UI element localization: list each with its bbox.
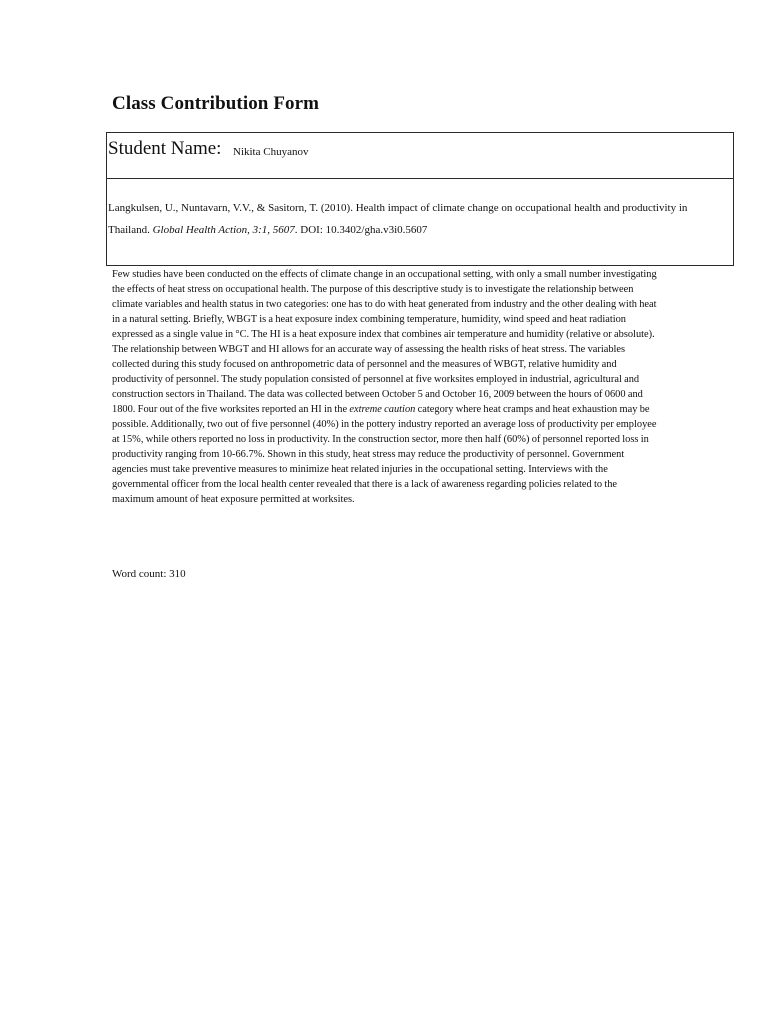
student-name-label: Student Name: xyxy=(108,138,222,159)
summary-text-part2: category where heat cramps and heat exhaustion may be possible. Additionally, two out of five personnel (40%) in the pottery industry reported an average loss of productivity per employee at 15%, while others reported no loss in productivity. In the construction sector, more then half (60%) of personnel reported loss in productivity ranging from 10-66.7%. Shown in this study, heat stress may reduce the productivity of personnel. Government agencies must take preventive measures to minimize heat related injuries in the occupational setting. Interviews with the governmental officer from the local health center revealed that there is a lack of awareness regarding policies related to the maximum amount of heat exposure permitted at worksites. xyxy=(112,404,657,505)
student-name-row xyxy=(107,133,733,179)
article-summary xyxy=(112,267,660,507)
citation-authors-title: Langkulsen, U., Nuntavarn, V.V., & Sasitorn, T. (2010). Health impact of climate change on occupational health and productivity in Thailand. xyxy=(108,202,688,236)
citation-journal: Global Health Action, 3:1, 5607 xyxy=(152,224,295,236)
summary-emphasis: extreme caution xyxy=(349,404,416,415)
page-title: Class Contribution Form xyxy=(112,93,320,114)
contribution-form-table xyxy=(106,132,734,266)
student-name-value: Nikita Chuyanov xyxy=(233,146,309,158)
citation-doi: . DOI: 10.3402/gha.v3i0.5607 xyxy=(294,224,428,236)
article-citation xyxy=(108,197,730,241)
summary-text-part1: Few studies have been conducted on the effects of climate change in an occupational setting, with only a small number investigating the effects of heat stress on occupational health. The purpose of this descriptive study is to investigate the relationship between climate variables and health status in two categories: one has to do with heat generated from industry and the other dealing with heat in a natural setting. Briefly, WBGT is a heat exposure index combining temperature, humidity, wind speed and heat radiation expressed as a single value in °C. The HI is a heat exposure index that combines air temperature and humidity (relative or absolute). The relationship between WBGT and HI allows for an accurate way of assessing the health risks of heat stress. The variables collected during this study focused on anthropometric data of personnel and the measures of WBGT, relative humidity and productivity of personnel. The study population consisted of personnel at five worksites employed in industrial, agricultural and construction sectors in Thailand. The data was collected between October 5 and October 16, 2009 between the hours of 0600 and 1800. Four out of the five worksites reported an HI in the xyxy=(112,269,657,415)
word-count: Word count: 310 xyxy=(112,568,186,580)
